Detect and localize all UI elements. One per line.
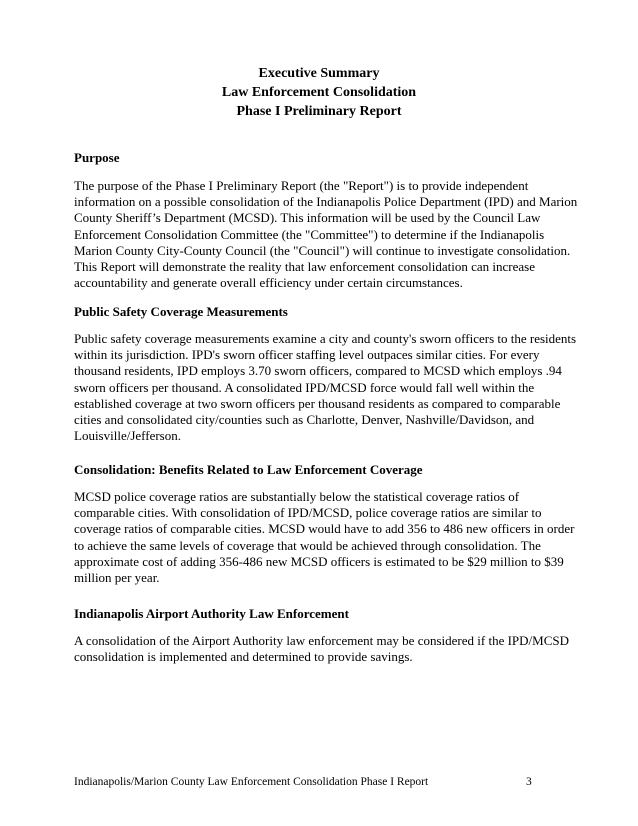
paragraph-line: coverage ratios of comparable cities. MCSD would have to add 356 to 486 new officers in order bbox=[74, 521, 575, 537]
paragraph-line: thousand residents, IPD employs 3.70 sworn officers, compared to MCSD which employs .94 bbox=[74, 363, 562, 379]
paragraph-line: This Report will demonstrate the reality that law enforcement consolidation can increase bbox=[74, 259, 535, 275]
section-paragraph-airport-authority bbox=[74, 633, 574, 665]
paragraph-line: County Sheriff’s Department (MCSD). This information will be used by the Council Law bbox=[74, 210, 541, 226]
paragraph-line: Public safety coverage measurements examine a city and county's sworn officers to the residents bbox=[74, 331, 577, 346]
section-paragraph-purpose bbox=[74, 178, 578, 291]
paragraph-line: Enforcement Consolidation Committee (the "Committee") to determine if the Indianapolis bbox=[74, 226, 545, 242]
paragraph-line: million per year. bbox=[74, 570, 160, 586]
paragraph-line: established coverage at two sworn officers per thousand residents as compared to comparable bbox=[74, 395, 561, 411]
paragraph-line: A consolidation of the Airport Authority law enforcement may be considered if the IPD/MCSD bbox=[74, 633, 569, 648]
paragraph-line: consolidation is implemented and determined to provide savings. bbox=[74, 649, 413, 665]
paragraph-line: The purpose of the Phase I Preliminary Report (the "Report") is to provide independent bbox=[74, 178, 529, 193]
paragraph-line: information on a possible consolidation of the Indianapolis Police Department (IPD) and Marion bbox=[74, 194, 578, 210]
title-line-law-enforcement-consolidation: Law Enforcement Consolidation bbox=[221, 85, 417, 100]
section-heading-purpose: Purpose bbox=[74, 150, 120, 165]
section-paragraph-public-safety bbox=[74, 331, 577, 444]
section-paragraph-consolidation-benefits bbox=[74, 489, 574, 586]
paragraph-line: approximate cost of adding 356-486 new MCSD officers is estimated to be $29 million to $39 bbox=[74, 553, 564, 569]
title-line-executive-summary: Executive Summary bbox=[258, 66, 380, 81]
paragraph-line: accountability and generate overall efficiency under certain circumstances. bbox=[74, 275, 463, 291]
paragraph-line: within its jurisdiction. IPD's sworn officer staffing level outpaces similar cities. For every bbox=[74, 347, 540, 363]
paragraph-line: sworn officers per thousand. A consolidated IPD/MCSD force would fall well within the bbox=[74, 379, 535, 395]
page-number: 3 bbox=[526, 776, 532, 788]
title-line-phase-report: Phase I Preliminary Report bbox=[236, 104, 402, 119]
section-heading-airport-authority: Indianapolis Airport Authority Law Enforcement bbox=[74, 606, 349, 621]
section-heading-public-safety: Public Safety Coverage Measurements bbox=[74, 304, 288, 319]
footer-report-title: Indianapolis/Marion County Law Enforcement Consolidation Phase I Report bbox=[74, 776, 429, 788]
document-title bbox=[0, 64, 638, 121]
paragraph-line: MCSD police coverage ratios are substantially below the statistical coverage ratios of bbox=[74, 489, 520, 504]
paragraph-line: Louisville/Jefferson. bbox=[74, 428, 181, 444]
paragraph-line: comparable cities. With consolidation of IPD/MCSD, police coverage ratios are similar to bbox=[74, 505, 542, 521]
section-heading-consolidation-benefits: Consolidation: Benefits Related to Law Enforcement Coverage bbox=[74, 462, 423, 477]
paragraph-line: Marion County City-County Council (the "Council") will continue to investigate consolidation. bbox=[74, 242, 571, 258]
paragraph-line: to achieve the same levels of coverage that would be achieved through consolidation. The bbox=[74, 537, 541, 553]
paragraph-line: cities and consolidated city/counties such as Charlotte, Denver, Nashville/Davidson, and bbox=[74, 412, 535, 428]
